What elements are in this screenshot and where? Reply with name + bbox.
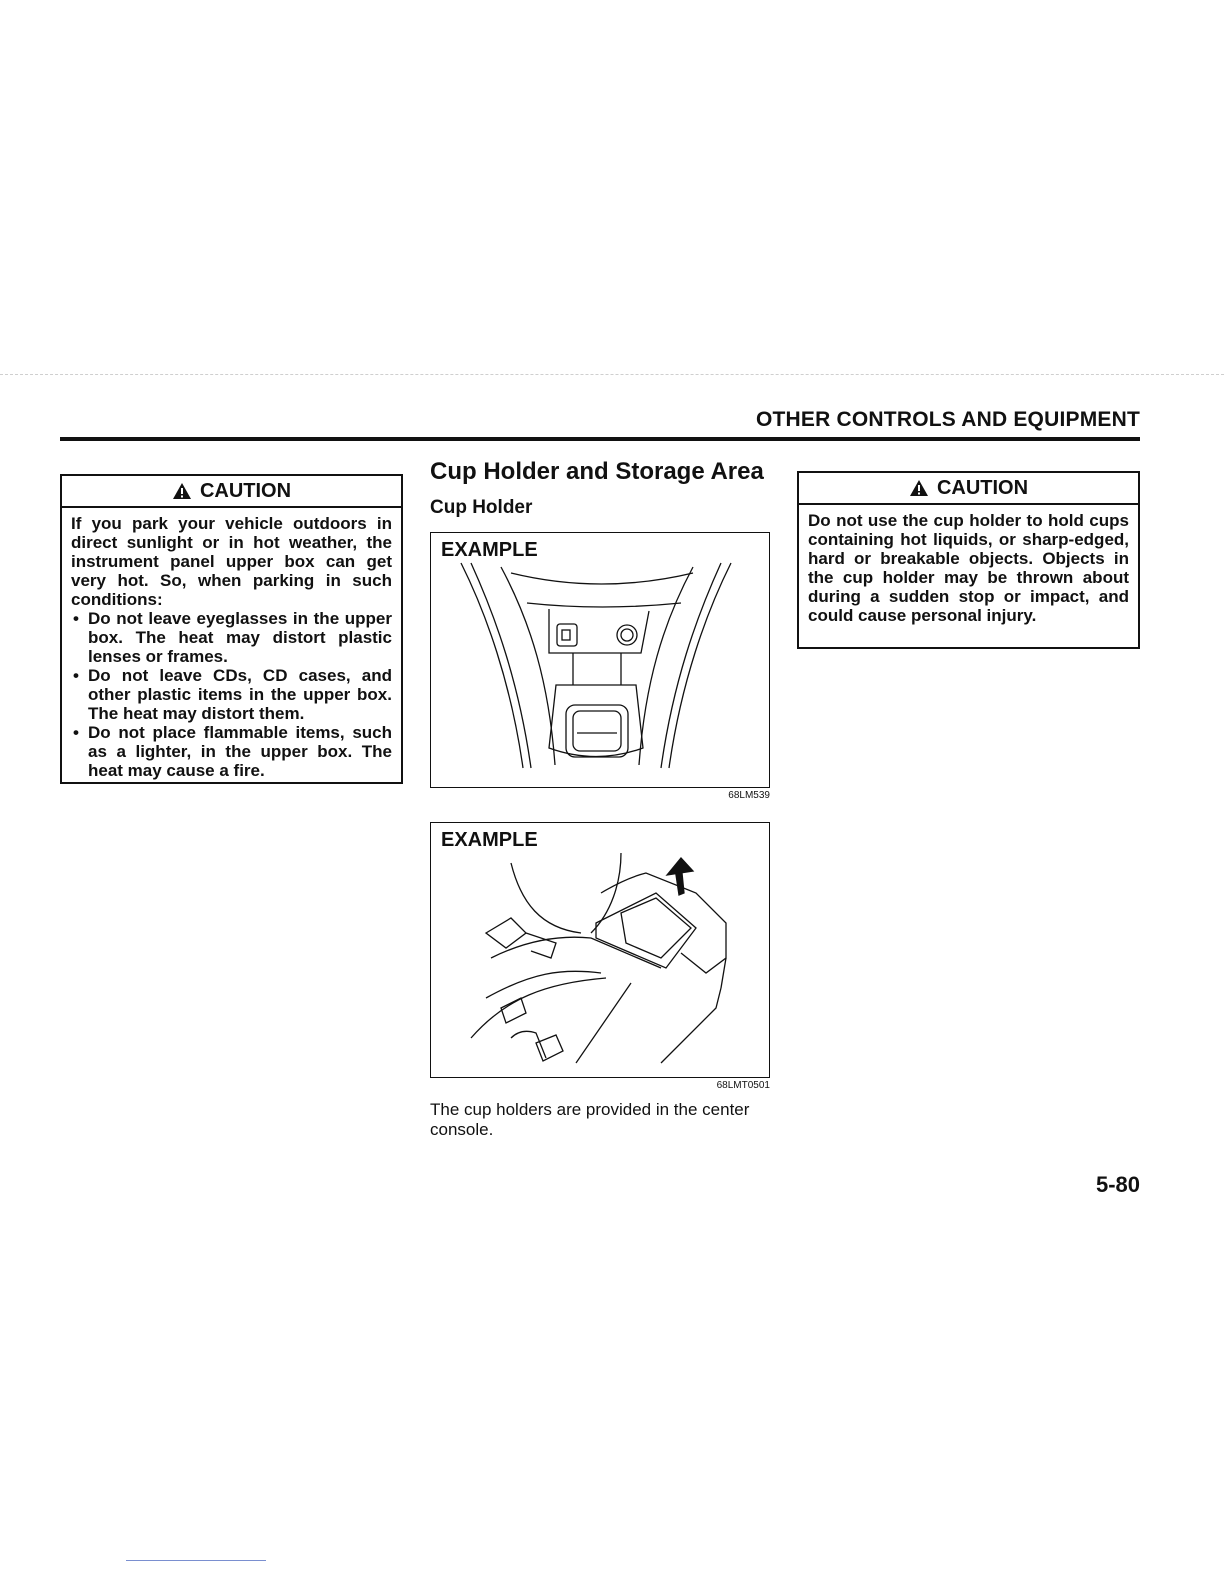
section-subtitle: Cup Holder	[430, 497, 533, 518]
caution-intro: If you park your vehicle outdoors in direct sunlight or in hot weather, the instrument panel upper box can get very hot. So, when parking in such conditions:	[71, 514, 392, 609]
caution-heading-text: CAUTION	[936, 476, 1029, 499]
cup-holder-front-illustration	[431, 533, 770, 788]
figure-code: 68LMT0501	[716, 1080, 770, 1091]
caution-box-left	[60, 474, 403, 784]
body-paragraph: The cup holders are provided in the center console.	[430, 1100, 750, 1139]
caution-heading-right	[799, 473, 1138, 505]
figure-cup-holder-front	[430, 532, 770, 788]
caution-box-right	[797, 471, 1140, 649]
figure-code: 68LM539	[728, 790, 770, 801]
caution-body-right	[799, 505, 1138, 629]
caution-text: Do not use the cup holder to hold cups containing hot liquids, or sharp-edged, hard or breakable objects. Objects in the cup holder may be thrown about during a sudden stop or impact, and could cause personal injury.	[808, 511, 1129, 625]
page-number: 5-80	[1095, 1172, 1140, 1197]
warning-triangle-icon	[172, 482, 192, 500]
page-header-title: OTHER CONTROLS AND EQUIPMENT	[756, 408, 1140, 431]
figure-cup-holder-console	[430, 822, 770, 1078]
caution-body-left	[62, 508, 401, 784]
caution-bullet: • Do not place flammable items, such as a lighter, in the upper box. The heat may cause a fire.	[71, 723, 392, 780]
cup-holder-console-illustration	[431, 823, 770, 1078]
figure-label: EXAMPLE	[441, 539, 538, 561]
caution-heading-left	[62, 476, 401, 508]
header-rule	[60, 437, 1140, 441]
caution-bullet: • Do not leave eyeglasses in the upper box. The heat may distort plastic lenses or frames.	[71, 609, 392, 666]
bottom-scan-line	[126, 1560, 266, 1561]
scan-artifact-line	[0, 374, 1224, 376]
caution-bullet: • Do not leave CDs, CD cases, and other plastic items in the upper box. The heat may distort them.	[71, 666, 392, 723]
section-title: Cup Holder and Storage Area	[430, 458, 764, 485]
figure-label: EXAMPLE	[441, 829, 538, 851]
warning-triangle-icon	[909, 479, 929, 497]
caution-bullet-list	[71, 609, 392, 780]
caution-heading-text: CAUTION	[199, 479, 292, 502]
